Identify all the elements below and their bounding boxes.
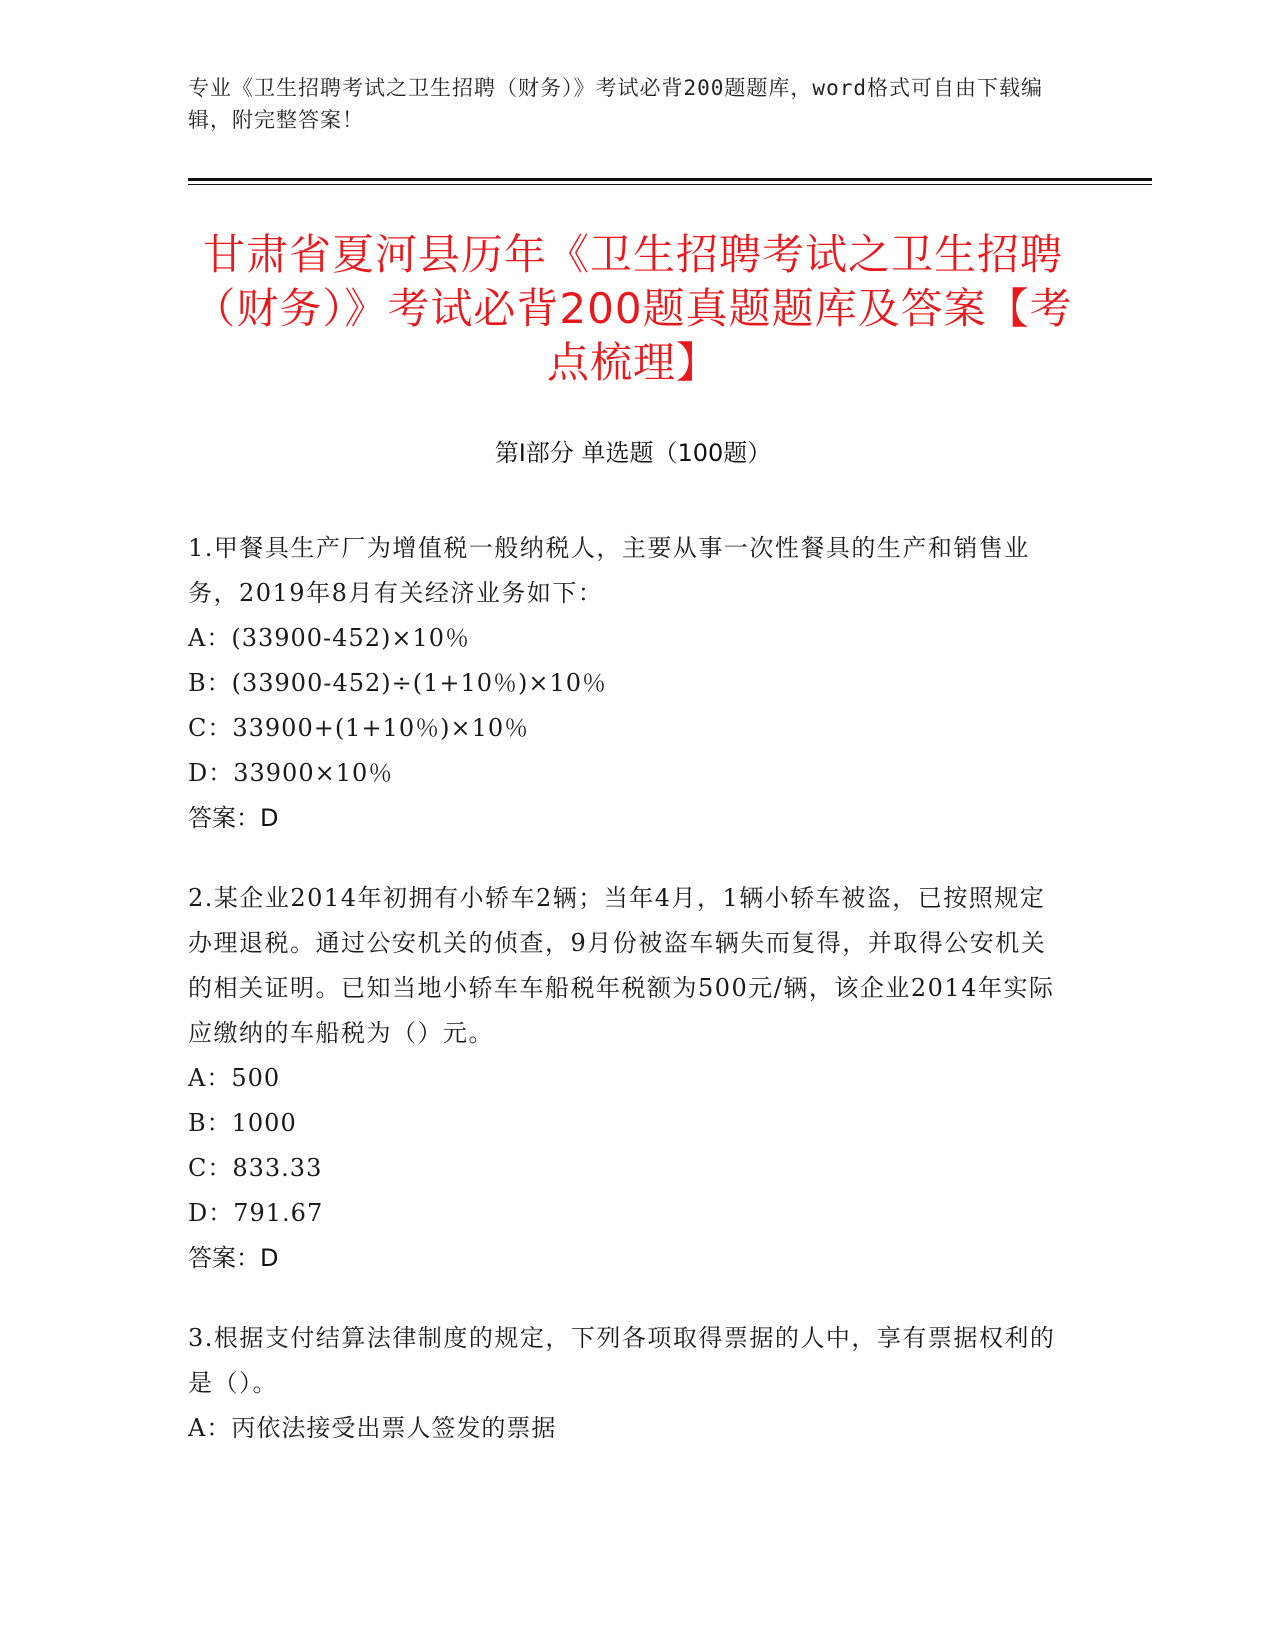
header-note: 专业《卫生招聘考试之卫生招聘（财务）》考试必背200题题库，word格式可自由下载编辑，附完整答案！ <box>188 76 1043 132</box>
option-a: A：500 <box>188 1064 281 1092</box>
option-a: A：(33900-452)×10％ <box>188 624 470 652</box>
option-c: C：833.33 <box>188 1154 323 1182</box>
answer: 答案：D <box>188 1244 279 1272</box>
question-stem: 2.某企业2014年初拥有小轿车2辆；当年4月，1辆小轿车被盗，已按照规定办理退税。通过公安机关的侦查，9月份被盗车辆失而复得，并取得公安机关的相关证明。已知当地小轿车车船税年税额为500元/辆，该企业2014年实际应缴纳的车船税为（）元。 <box>188 884 1055 1047</box>
option-c: C：33900+(1+10％)×10％ <box>188 714 530 742</box>
question-stem: 3.根据支付结算法律制度的规定，下列各项取得票据的人中，享有票据权利的是（）。 <box>188 1324 1056 1397</box>
option-b: B：(33900-452)÷(1+10％)×10％ <box>188 669 608 697</box>
option-d: D：791.67 <box>188 1199 324 1227</box>
question-3 <box>188 1316 1068 1451</box>
page-title: 甘肃省夏河县历年《卫生招聘考试之卫生招聘（财务）》考试必背200题真题题库及答案【考点梳理】 <box>193 230 1073 387</box>
section-title: 第Ⅰ部分 单选题（100题） <box>494 439 772 467</box>
question-list <box>188 526 1068 1486</box>
option-a: A：丙依法接受出票人签发的票据 <box>188 1414 557 1442</box>
option-b: B：1000 <box>188 1109 297 1137</box>
option-d: D：33900×10％ <box>188 759 394 787</box>
header-divider-thin <box>188 184 1152 185</box>
header-divider-thick <box>188 178 1152 181</box>
question-2 <box>188 876 1068 1281</box>
answer: 答案：D <box>188 804 279 832</box>
question-1 <box>188 526 1068 841</box>
question-stem: 1.甲餐具生产厂为增值税一般纳税人，主要从事一次性餐具的生产和销售业务，2019年8月有关经济业务如下： <box>188 534 1030 607</box>
